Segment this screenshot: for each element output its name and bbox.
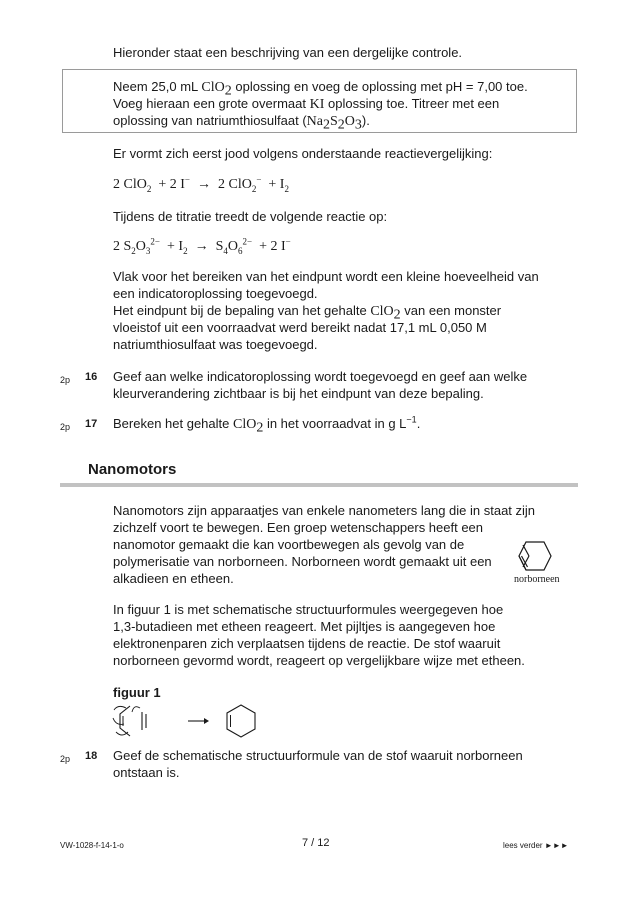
procedure-line-2: Voeg hieraan een grote overmaat KI oplossing toe. Titreer met een: [113, 96, 500, 112]
question-18-number: 18: [85, 750, 98, 762]
norbornene-label: norborneen: [514, 574, 560, 585]
nano-line-2: zichzelf voort te bewegen. Een groep wetenschappers heeft een: [113, 520, 484, 535]
reaction-2: 2 $S_2O_3^{2-} + I_2 \to S_4O_6^{2-} + 2$ I−: [113, 236, 291, 256]
procedure-line-3: oplossing van natriumthiosulfaat $(Na_2S_2O_3)$.: [113, 113, 370, 133]
section-title: Nanomotors: [88, 461, 177, 478]
endpoint-line-1: Vlak voor het bereiken van het eindpunt wordt een kleine hoeveelheid van: [113, 269, 539, 284]
nano-line-1: Nanomotors zijn apparaatjes van enkele nanometers lang die in staat zijn: [113, 503, 536, 518]
question-16-line-1: Geef aan welke indicatoroplossing wordt toegevoegd en geef aan welke: [113, 369, 528, 384]
endpoint-line-2: een indicatoroplossing toegevoegd.: [113, 286, 318, 301]
question-18-line-2: ontstaan is.: [113, 765, 180, 780]
question-18-line-1: Geef de schematische structuurformule van de stof waaruit norborneen: [113, 748, 523, 763]
nano-line-5: alkadieen en etheen.: [113, 571, 234, 586]
question-17-text: Bereken het gehalte ClO$_2$ in het voorraadvat in g $L^{-1}$.: [113, 414, 421, 436]
section-divider: [60, 483, 578, 487]
titration-intro: Tijdens de titratie treedt de volgende reactie op:: [113, 209, 388, 224]
reaction-1: 2 ClO$_2$ + 2 I− → 2 $ClO_2^- + I_2$: [113, 174, 289, 194]
norbornene-structure: [515, 537, 555, 575]
question-16-number: 16: [85, 371, 98, 383]
nano-line-3: nanomotor gemaakt die kan voortbewegen als gevolg van de: [113, 537, 465, 552]
footer-exam-code: VW-1028-f-14-1-o: [60, 841, 124, 850]
figure-1-reaction: [110, 702, 280, 740]
footer-page-number: 7 / 12: [302, 837, 330, 849]
intro-line: Hieronder staat een beschrijving van een dergelijke controle.: [113, 45, 463, 60]
iodine-intro: Er vormt zich eerst jood volgens onderstaande reactievergelijking:: [113, 146, 493, 161]
footer-next-page: lees verder ►►►: [503, 841, 569, 850]
endpoint-line-5: natriumthiosulfaat was toegevoegd.: [113, 337, 318, 352]
figure-label: figuur 1: [113, 685, 161, 700]
endpoint-line-3: Het eindpunt bij de bepaling van het gehalte ClO$_2$ van een monster: [113, 303, 502, 323]
question-18-points: 2p: [60, 754, 71, 764]
nano-line-4: polymerisatie van norborneen. Norborneen wordt gemaakt uit een: [113, 554, 492, 569]
figure-para-line-4: norborneen gevormd wordt, reageert op vergelijkbare wijze met etheen.: [113, 653, 525, 668]
figure-para-line-3: elektronenparen zich verplaatsen tijdens de reactie. De stof waaruit: [113, 636, 501, 651]
question-16-points: 2p: [60, 375, 71, 385]
procedure-line-1: Neem 25,0 mL ClO$_2$ oplossing en voeg de oplossing met pH = 7,00 toe.: [113, 79, 528, 99]
figure-para-line-2: 1,3-butadieen met etheen reageert. Met pijltjes is aangegeven hoe: [113, 619, 496, 634]
question-16-line-2: kleurverandering zichtbaar is bij het eindpunt van deze bepaling.: [113, 386, 484, 401]
question-17-points: 2p: [60, 422, 71, 432]
endpoint-line-4: vloeistof uit een voorraadvat werd bereikt nadat 17,1 mL 0,050 M: [113, 320, 487, 335]
question-17-number: 17: [85, 418, 98, 430]
figure-para-line-1: In figuur 1 is met schematische structuurformules weergegeven hoe: [113, 602, 504, 617]
